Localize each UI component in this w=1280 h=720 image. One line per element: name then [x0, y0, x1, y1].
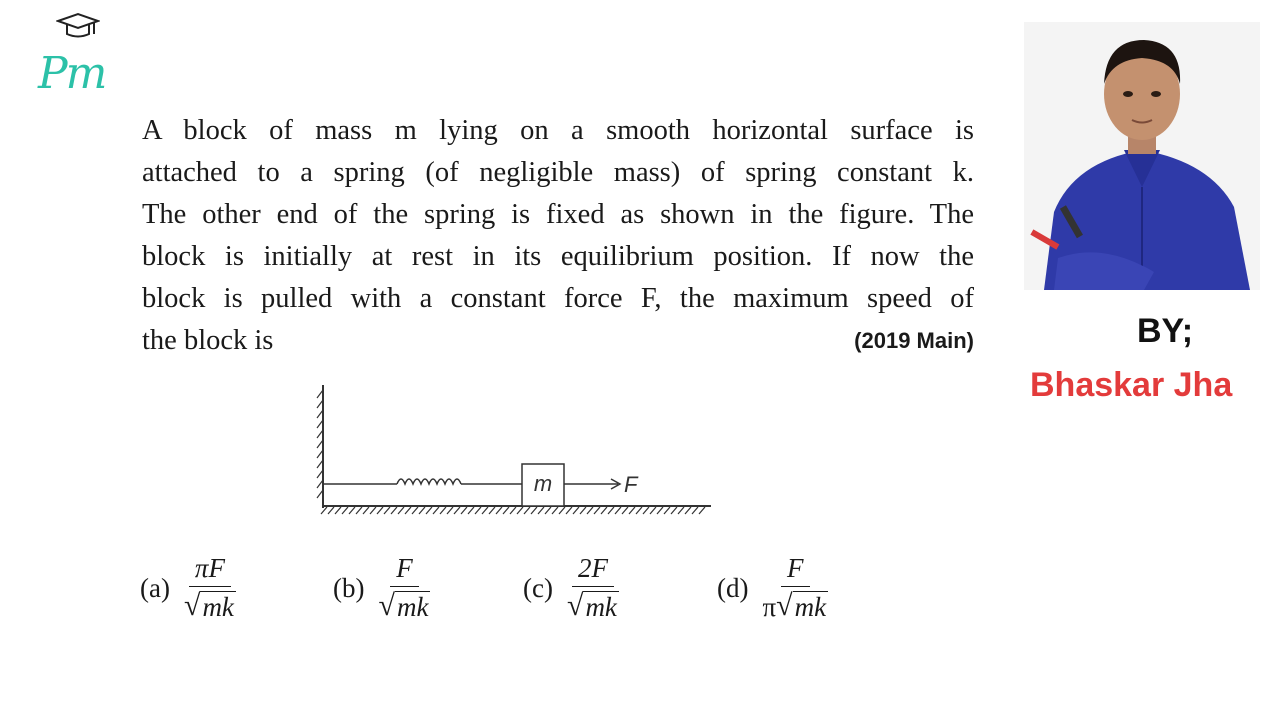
by-label: BY;: [1136, 312, 1194, 350]
graduation-cap-icon: [56, 12, 100, 42]
option-label: (a): [140, 572, 170, 603]
ground-hatch-line: [349, 507, 355, 514]
question-text: [142, 110, 974, 362]
ground-surface: [321, 506, 711, 514]
ground-hatch-line: [468, 507, 474, 514]
ground-hatch-line: [370, 507, 376, 514]
option-c[interactable]: [523, 545, 619, 631]
ground-hatch-line: [496, 507, 502, 514]
sqrt-icon: √: [378, 589, 395, 622]
ground-hatch-line: [377, 507, 383, 514]
option-label: (c): [523, 572, 553, 603]
option-denominator: [567, 587, 619, 623]
ground-hatch-line: [384, 507, 390, 514]
ground-hatch-line: [489, 507, 495, 514]
ground-hatch-line: [321, 507, 327, 514]
option-d[interactable]: [717, 545, 828, 631]
ground-hatch-line: [405, 507, 411, 514]
option-fraction: [184, 553, 236, 623]
force-arrow: [564, 479, 620, 489]
question-line: A block of mass m lying on a smooth horizontal surface is: [142, 115, 974, 146]
ground-hatch-line: [566, 507, 572, 514]
ground-hatch-line: [440, 507, 446, 514]
presenter-name: Bhaskar Jha: [1030, 366, 1233, 404]
option-numerator: F: [781, 553, 810, 587]
ground-hatch-line: [643, 507, 649, 514]
ground-hatch-line: [510, 507, 516, 514]
ground-hatch-line: [636, 507, 642, 514]
option-fraction: [567, 553, 619, 623]
ground-hatch-line: [545, 507, 551, 514]
year-tag: (2019 Main): [854, 328, 974, 353]
ground-hatch-line: [615, 507, 621, 514]
ground-hatch-line: [671, 507, 677, 514]
spring: [323, 479, 522, 484]
ground-hatch-line: [482, 507, 488, 514]
option-root: mk: [396, 592, 429, 622]
ground-hatch-line: [447, 507, 453, 514]
answer-options: [140, 545, 900, 635]
option-root: mk: [794, 592, 827, 622]
option-numerator: πF: [189, 553, 231, 587]
ground-hatch-line: [363, 507, 369, 514]
ground-hatch-line: [692, 507, 698, 514]
ground-hatch-line: [622, 507, 628, 514]
ground-hatch-line: [503, 507, 509, 514]
brand-logo: [38, 12, 128, 102]
ground-hatch-line: [601, 507, 607, 514]
ground-hatch-line: [335, 507, 341, 514]
ground-hatch-line: [573, 507, 579, 514]
ground-hatch-line: [426, 507, 432, 514]
ground-hatch-line: [608, 507, 614, 514]
ground-hatch-line: [664, 507, 670, 514]
spring-block-figure: [315, 380, 715, 515]
ground-hatch-line: [524, 507, 530, 514]
option-root: mk: [202, 592, 234, 622]
ground-hatch-line: [650, 507, 656, 514]
question-last-line: [142, 320, 974, 362]
option-b[interactable]: [333, 545, 430, 631]
block-label: m: [533, 471, 553, 496]
question-line: attached to a spring (of negligible mass) of spring constant k.: [142, 157, 974, 188]
option-label: (d): [717, 572, 749, 603]
ground-hatch-line: [587, 507, 593, 514]
ground-hatch-line: [433, 507, 439, 514]
ground-hatch-line: [328, 507, 334, 514]
brand-logo-text: Pm: [38, 48, 106, 99]
ground-hatch-line: [461, 507, 467, 514]
ground-hatch-line: [678, 507, 684, 514]
ground-hatch-line: [419, 507, 425, 514]
ground-hatch-line: [412, 507, 418, 514]
option-a[interactable]: [140, 545, 236, 631]
option-fraction: [762, 553, 828, 623]
option-numerator: F: [390, 553, 419, 587]
ground-hatch-line: [398, 507, 404, 514]
ground-hatch-line: [454, 507, 460, 514]
ground-hatch-line: [629, 507, 635, 514]
question-line: the block is: [142, 325, 274, 356]
option-numerator: 2F: [572, 553, 614, 587]
option-den-prefix: π: [762, 592, 777, 622]
force-label: F: [624, 472, 638, 497]
ground-hatch-line: [531, 507, 537, 514]
sqrt-icon: √: [776, 589, 793, 622]
option-denominator: [378, 587, 430, 623]
ground-hatch-line: [552, 507, 558, 514]
fixed-wall: [317, 385, 323, 508]
option-fraction: [378, 553, 430, 623]
ground-hatch-line: [356, 507, 362, 514]
question-line: block is initially at rest in its equilibrium position. If now the: [142, 241, 974, 272]
presenter-photo: [1024, 22, 1260, 290]
ground-hatch-line: [342, 507, 348, 514]
ground-hatch-line: [685, 507, 691, 514]
ground-hatch-line: [657, 507, 663, 514]
option-label: (b): [333, 572, 365, 603]
question-line: block is pulled with a constant force F, the maximum speed of: [142, 283, 974, 314]
ground-hatch-line: [594, 507, 600, 514]
option-denominator: [184, 587, 236, 623]
ground-hatch-line: [391, 507, 397, 514]
ground-hatch-line: [475, 507, 481, 514]
ground-hatch-line: [699, 507, 705, 514]
ground-hatch-line: [517, 507, 523, 514]
ground-hatch-line: [538, 507, 544, 514]
ground-hatch-line: [580, 507, 586, 514]
sqrt-icon: √: [566, 589, 584, 622]
sqrt-icon: √: [183, 589, 201, 622]
question-line: The other end of the spring is fixed as shown in the figure. The: [142, 199, 974, 230]
option-denominator: [762, 587, 828, 623]
option-root: mk: [585, 592, 617, 622]
ground-hatch-line: [559, 507, 565, 514]
